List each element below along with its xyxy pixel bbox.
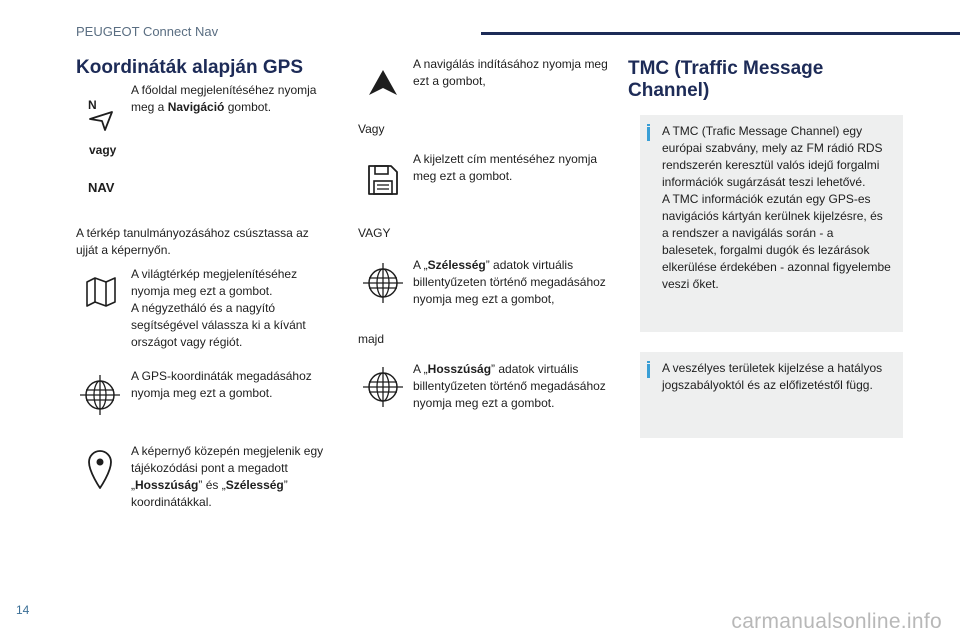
info-icon-bar — [647, 364, 650, 378]
start-navigation-icon — [367, 68, 399, 98]
location-pin-icon — [86, 448, 114, 490]
item-longitude-input: A „Hosszúság” adatok virtuális billentyűzeten történő megadásához nyomja meg ezt a gombot. — [413, 362, 606, 410]
crosshair-globe-icon — [79, 374, 121, 416]
latitude-globe-icon — [362, 262, 404, 304]
item-pin-coordinates: A képernyő közepén megjelenik egy tájékozódási pont a megadott „Hosszúság” és „Szélesség” koordinátákkal. — [131, 444, 324, 509]
item-start-navigation: A navigálás indításához nyomja meg ezt a gombot, — [413, 57, 608, 88]
item-world-map: A világtérkép megjelenítéséhez nyomja meg ezt a gombot. A négyzetháló és a nagyító segítségével válassza ki a kívánt országot vagy régiót. — [131, 267, 306, 349]
save-icon — [366, 163, 400, 197]
longitude-globe-icon — [362, 366, 404, 408]
info-icon — [647, 124, 650, 126]
label-then: majd — [358, 332, 385, 346]
nav-button-label[interactable]: NAV — [88, 180, 115, 195]
item-gps-coordinates: A GPS-koordináták megadásához nyomja meg ezt a gombot. — [131, 369, 312, 400]
watermark: carmanualsonline.info — [731, 610, 942, 633]
item-latitude-input: A „Szélesség” adatok virtuális billentyűzeten történő megadásához nyomja meg ezt a gombot, — [413, 258, 606, 306]
world-map-icon — [84, 274, 118, 310]
navigation-icon-letter: N — [88, 98, 97, 112]
paragraph-slide-map: A térkép tanulmányozásához csúsztassa az ujját a képernyőn. — [76, 226, 309, 257]
info-icon-bar — [647, 127, 650, 141]
info-note-danger-zones — [640, 352, 903, 438]
section-title-tmc: TMC (Traffic Message Channel) — [628, 58, 824, 101]
header-bar — [481, 32, 960, 35]
info-note-tmc — [640, 115, 903, 332]
info-note-tmc-text: A TMC (Trafic Message Channel) egy európai szabvány, mely az FM rádió RDS rendszerén keresztül valós idejű forgalmi információk sugárzását teszi lehetővé. A TMC információk ezután egy GPS-es navigációs kártyán kerülnek kijelzésre, és a rendszer a navigálás során - a balesetek, forgalmi dugók és lezárások elkerülése érdekében - azonnal figyelembe veszi őket. — [662, 124, 891, 291]
label-or: vagy — [89, 143, 117, 157]
item-save-address: A kijelzett cím mentéséhez nyomja meg ezt a gombot. — [413, 152, 598, 183]
page-number: 14 — [16, 603, 30, 617]
item-navigation-button: A főoldal megjelenítéséhez nyomja meg a Navigáció gombot. — [131, 83, 317, 114]
navigation-icon — [86, 97, 116, 133]
label-or-2: VAGY — [358, 226, 391, 240]
section-title-gps: Koordináták alapján GPS — [76, 57, 303, 78]
info-icon — [647, 361, 650, 363]
label-or-1: Vagy — [358, 122, 385, 136]
header-title: PEUGEOT Connect Nav — [76, 24, 219, 39]
info-note-danger-text: A veszélyes területek kijelzése a hatályos jogszabályoktól és az előfizetéstől függ. — [662, 361, 883, 392]
